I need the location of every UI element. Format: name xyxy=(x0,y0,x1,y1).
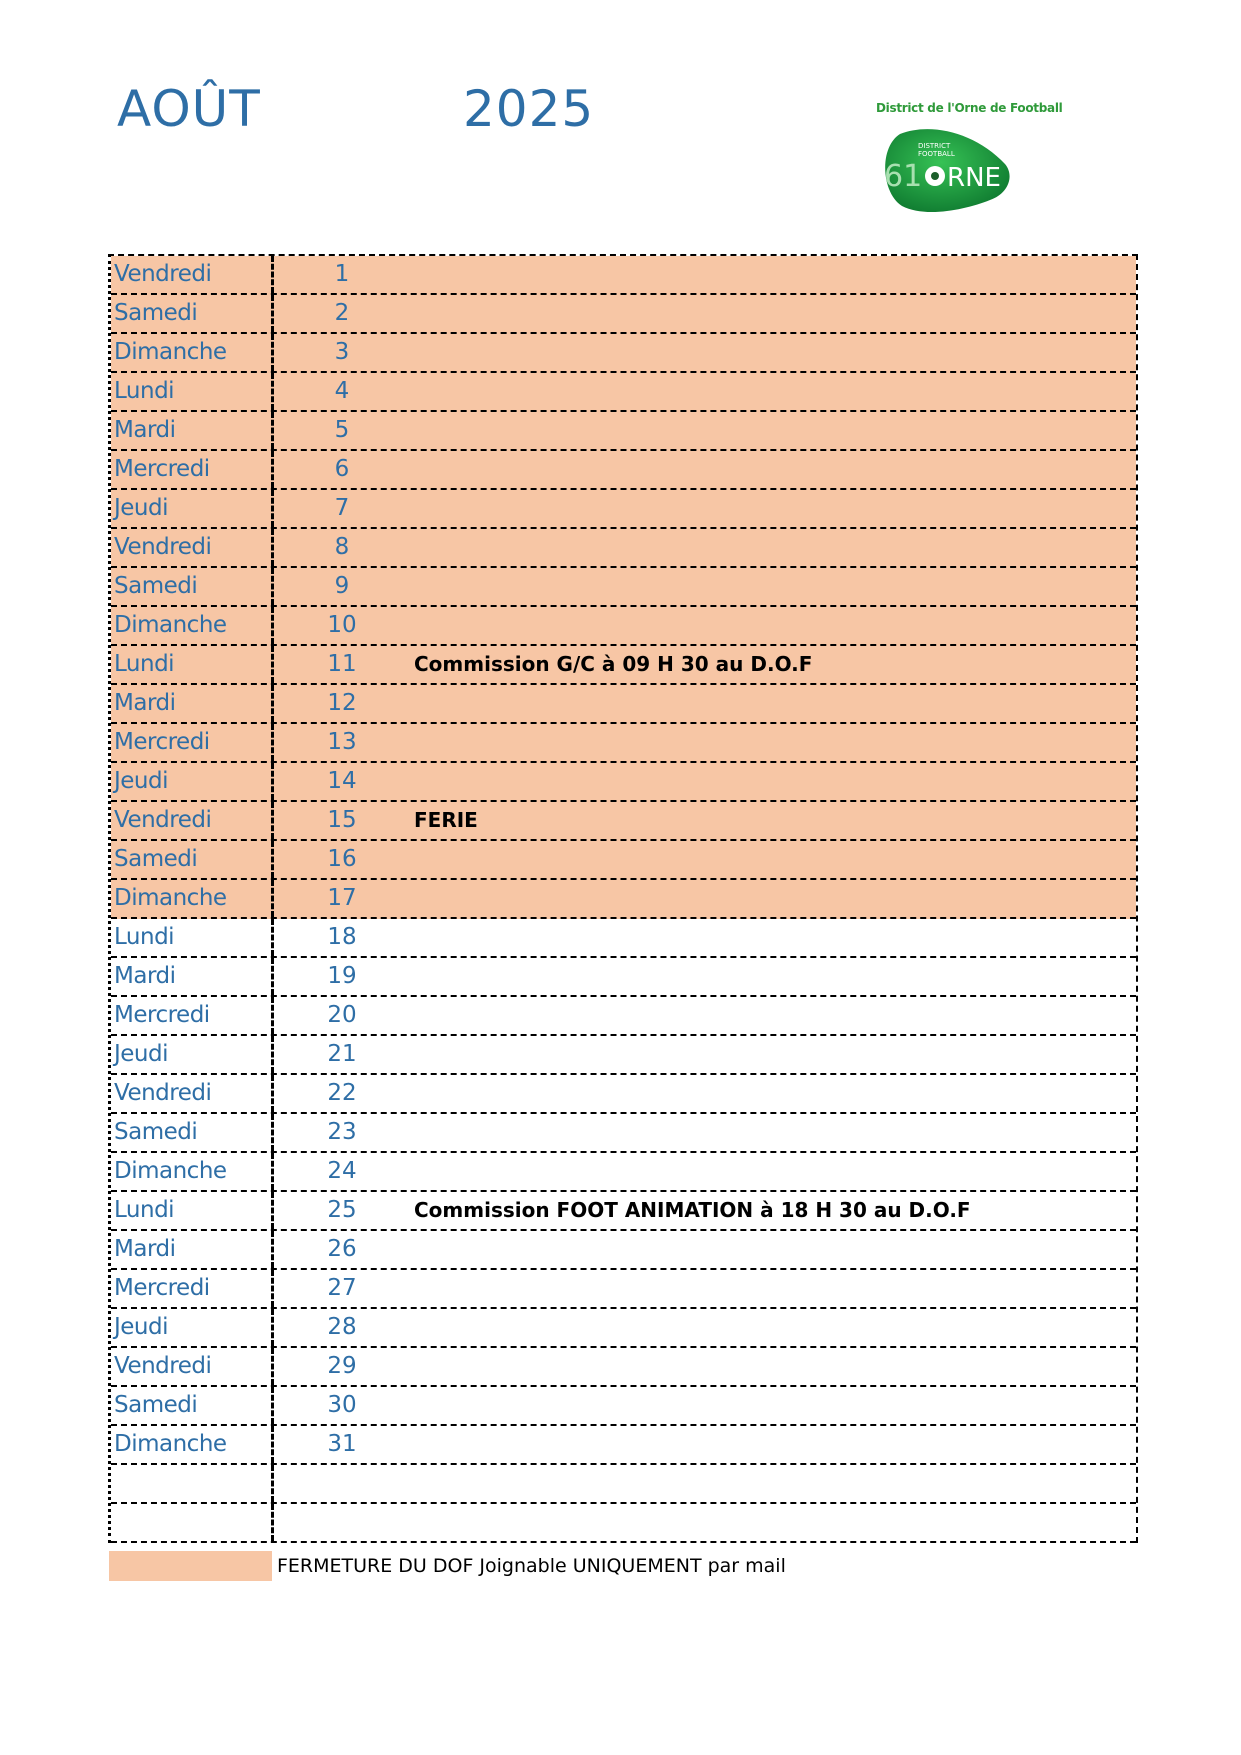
calendar-row xyxy=(111,529,1136,568)
calendar-row xyxy=(111,685,1136,724)
day-name: Mardi xyxy=(111,685,274,722)
calendar-row xyxy=(111,451,1136,490)
calendar-row xyxy=(111,1465,1136,1504)
year-title: 2025 xyxy=(463,80,595,138)
day-number: 11 xyxy=(327,651,357,677)
day-name: Vendredi xyxy=(111,1075,274,1112)
day-number: 14 xyxy=(327,768,357,794)
calendar-row xyxy=(111,763,1136,802)
calendar-row xyxy=(111,646,1136,685)
day-number: 25 xyxy=(327,1197,357,1223)
day-number: 26 xyxy=(327,1236,357,1262)
calendar-row xyxy=(111,1504,1136,1543)
calendar-row xyxy=(111,490,1136,529)
day-number: 16 xyxy=(327,846,357,872)
day-number: 4 xyxy=(334,378,350,404)
day-number xyxy=(277,1504,407,1541)
calendar-row xyxy=(111,334,1136,373)
day-name: Dimanche xyxy=(111,607,274,644)
calendar-row xyxy=(111,1192,1136,1231)
day-number xyxy=(277,1465,407,1502)
day-number: 21 xyxy=(327,1041,357,1067)
day-name: Samedi xyxy=(111,295,274,332)
logo-number: 61 xyxy=(884,159,923,194)
calendar-row xyxy=(111,1231,1136,1270)
day-number: 17 xyxy=(327,885,357,911)
day-number: 31 xyxy=(327,1431,357,1457)
calendar-row xyxy=(111,958,1136,997)
calendar-row xyxy=(111,1309,1136,1348)
calendar-row xyxy=(111,1270,1136,1309)
logo-caption: District de l'Orne de Football xyxy=(876,101,1063,115)
day-name xyxy=(111,1465,274,1502)
day-number: 5 xyxy=(334,417,350,443)
day-number: 10 xyxy=(327,612,357,638)
calendar-row xyxy=(111,880,1136,919)
day-number: 28 xyxy=(327,1314,357,1340)
calendar-row xyxy=(111,1036,1136,1075)
day-number: 23 xyxy=(327,1119,357,1145)
calendar-row xyxy=(111,997,1136,1036)
calendar-row xyxy=(111,256,1136,295)
day-name: Dimanche xyxy=(111,1426,274,1463)
day-number: 6 xyxy=(334,456,350,482)
orne-football-logo-icon xyxy=(880,124,1020,219)
calendar-row xyxy=(111,1114,1136,1153)
day-name: Jeudi xyxy=(111,1036,274,1073)
calendar-row xyxy=(111,1075,1136,1114)
calendar-row xyxy=(111,373,1136,412)
day-name: Jeudi xyxy=(111,1309,274,1346)
day-note: Commission G/C à 09 H 30 au D.O.F xyxy=(414,652,813,676)
day-name: Mardi xyxy=(111,412,274,449)
logo-small-text-2: FOOTBALL xyxy=(918,150,955,158)
day-number: 12 xyxy=(327,690,357,716)
legend-swatch xyxy=(109,1551,272,1581)
day-name: Jeudi xyxy=(111,490,274,527)
day-name: Vendredi xyxy=(111,1348,274,1385)
day-name xyxy=(111,1504,274,1541)
calendar-row xyxy=(111,412,1136,451)
day-name: Lundi xyxy=(111,373,274,410)
legend-text: FERMETURE DU DOF Joignable UNIQUEMENT par mail xyxy=(277,1555,786,1577)
day-name: Mardi xyxy=(111,958,274,995)
day-name: Samedi xyxy=(111,1114,274,1151)
day-number: 22 xyxy=(327,1080,357,1106)
logo-word: RNE xyxy=(947,163,1001,193)
district-logo xyxy=(860,98,1063,223)
day-name: Vendredi xyxy=(111,802,274,839)
calendar-row xyxy=(111,1153,1136,1192)
day-number: 1 xyxy=(334,261,350,287)
day-number: 8 xyxy=(334,534,350,560)
day-number: 15 xyxy=(327,807,357,833)
day-name: Samedi xyxy=(111,568,274,605)
day-note: Commission FOOT ANIMATION à 18 H 30 au D.O.F xyxy=(414,1198,971,1222)
day-number: 27 xyxy=(327,1275,357,1301)
calendar-row xyxy=(111,1426,1136,1465)
day-name: Jeudi xyxy=(111,763,274,800)
day-number: 24 xyxy=(327,1158,357,1184)
day-number: 20 xyxy=(327,1002,357,1028)
day-name: Vendredi xyxy=(111,256,274,293)
day-name: Lundi xyxy=(111,1192,274,1229)
calendar-row xyxy=(111,841,1136,880)
day-name: Dimanche xyxy=(111,1153,274,1190)
day-name: Samedi xyxy=(111,1387,274,1424)
day-number: 19 xyxy=(327,963,357,989)
day-name: Dimanche xyxy=(111,880,274,917)
calendar-row xyxy=(111,568,1136,607)
day-name: Vendredi xyxy=(111,529,274,566)
calendar-row xyxy=(111,1387,1136,1426)
day-name: Mercredi xyxy=(111,451,274,488)
month-title: AOÛT xyxy=(117,80,261,138)
calendar-row xyxy=(111,295,1136,334)
day-name: Lundi xyxy=(111,646,274,683)
day-name: Mercredi xyxy=(111,1270,274,1307)
day-name: Lundi xyxy=(111,919,274,956)
day-name: Mercredi xyxy=(111,997,274,1034)
day-number: 3 xyxy=(334,339,350,365)
day-number: 18 xyxy=(327,924,357,950)
day-name: Dimanche xyxy=(111,334,274,371)
day-number: 29 xyxy=(327,1353,357,1379)
calendar-row xyxy=(111,919,1136,958)
calendar-row xyxy=(111,802,1136,841)
day-number: 2 xyxy=(334,300,350,326)
day-number: 7 xyxy=(334,495,350,521)
calendar-row xyxy=(111,607,1136,646)
day-name: Samedi xyxy=(111,841,274,878)
day-number: 13 xyxy=(327,729,357,755)
day-name: Mercredi xyxy=(111,724,274,761)
logo-small-text-1: DISTRICT xyxy=(918,142,951,150)
day-note: FERIE xyxy=(414,808,478,832)
day-number: 30 xyxy=(327,1392,357,1418)
day-number: 9 xyxy=(334,573,350,599)
calendar-row xyxy=(111,1348,1136,1387)
calendar-table xyxy=(108,254,1138,1543)
day-name: Mardi xyxy=(111,1231,274,1268)
calendar-row xyxy=(111,724,1136,763)
